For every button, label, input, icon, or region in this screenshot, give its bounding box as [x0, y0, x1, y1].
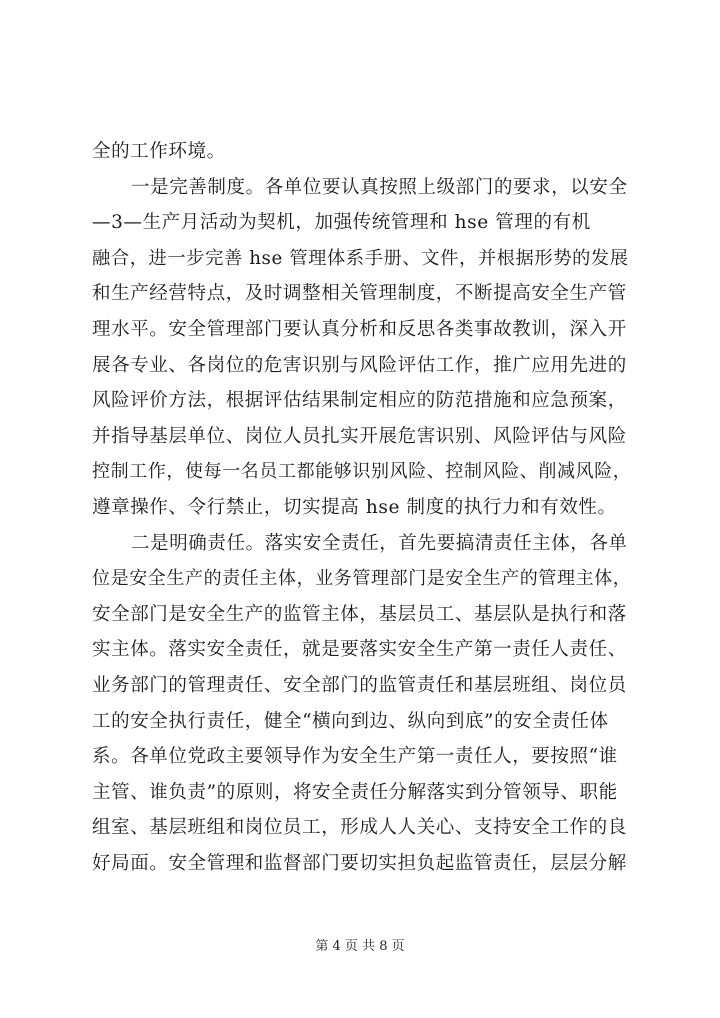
text-line: 实主体。落实安全责任，就是要落实安全生产第一责任人责任、 [92, 639, 627, 660]
text-line: 一是完善制度。各单位要认真按照上级部门的要求，以安全 [131, 177, 628, 198]
text-line: 理水平。安全管理部门要认真分析和反思各类事故教训，深入开 [92, 319, 627, 340]
text-line: 好局面。安全管理和监督部门要切实担负起监管责任，层层分解 [92, 853, 627, 874]
text-line: —3—生产月活动为契机，加强传统管理和 hse 管理的有机 [92, 212, 591, 233]
page-number-footer: 第 4 页 共 8 页 [315, 939, 405, 954]
text-line: 全的工作环境。 [92, 141, 226, 162]
text-line: 主管、谁负责”的原则，将安全责任分解落实到分管领导、职能 [92, 782, 618, 803]
text-line: 并指导基层单位、岗位人员扎实开展危害识别、风险评估与风险 [92, 426, 627, 447]
text-line: 安全部门是安全生产的监管主体，基层员工、基层队是执行和落 [92, 604, 627, 625]
text-line: 控制工作，使每一名员工都能够识别风险、控制风险、削减风险， [92, 461, 632, 482]
text-line: 风险评价方法，根据评估结果制定相应的防范措施和应急预案， [92, 390, 627, 411]
text-line: 遵章操作、令行禁止，切实提高 hse 制度的执行力和有效性。 [92, 497, 617, 518]
text-line: 二是明确责任。落实安全责任，首先要搞清责任主体，各单 [131, 533, 628, 554]
text-line: 融合，进一步完善 hse 管理体系手册、文件，并根据形势的发展 [92, 248, 629, 269]
text-line: 和生产经营特点，及时调整相关管理制度，不断提高安全生产管 [92, 283, 627, 304]
text-line: 位是安全生产的责任主体，业务管理部门是安全生产的管理主体， [92, 568, 632, 589]
text-line: 业务部门的管理责任、安全部门的监管责任和基层班组、岗位员 [92, 675, 627, 696]
text-line: 组室、基层班组和岗位员工，形成人人关心、支持安全工作的良 [92, 817, 627, 838]
text-line: 展各专业、各岗位的危害识别与风险评估工作，推广应用先进的 [92, 355, 627, 376]
text-line: 工的安全执行责任，健全“横向到边、纵向到底”的安全责任体 [92, 711, 609, 732]
text-line: 系。各单位党政主要领导作为安全生产第一责任人，要按照“谁 [92, 746, 618, 767]
